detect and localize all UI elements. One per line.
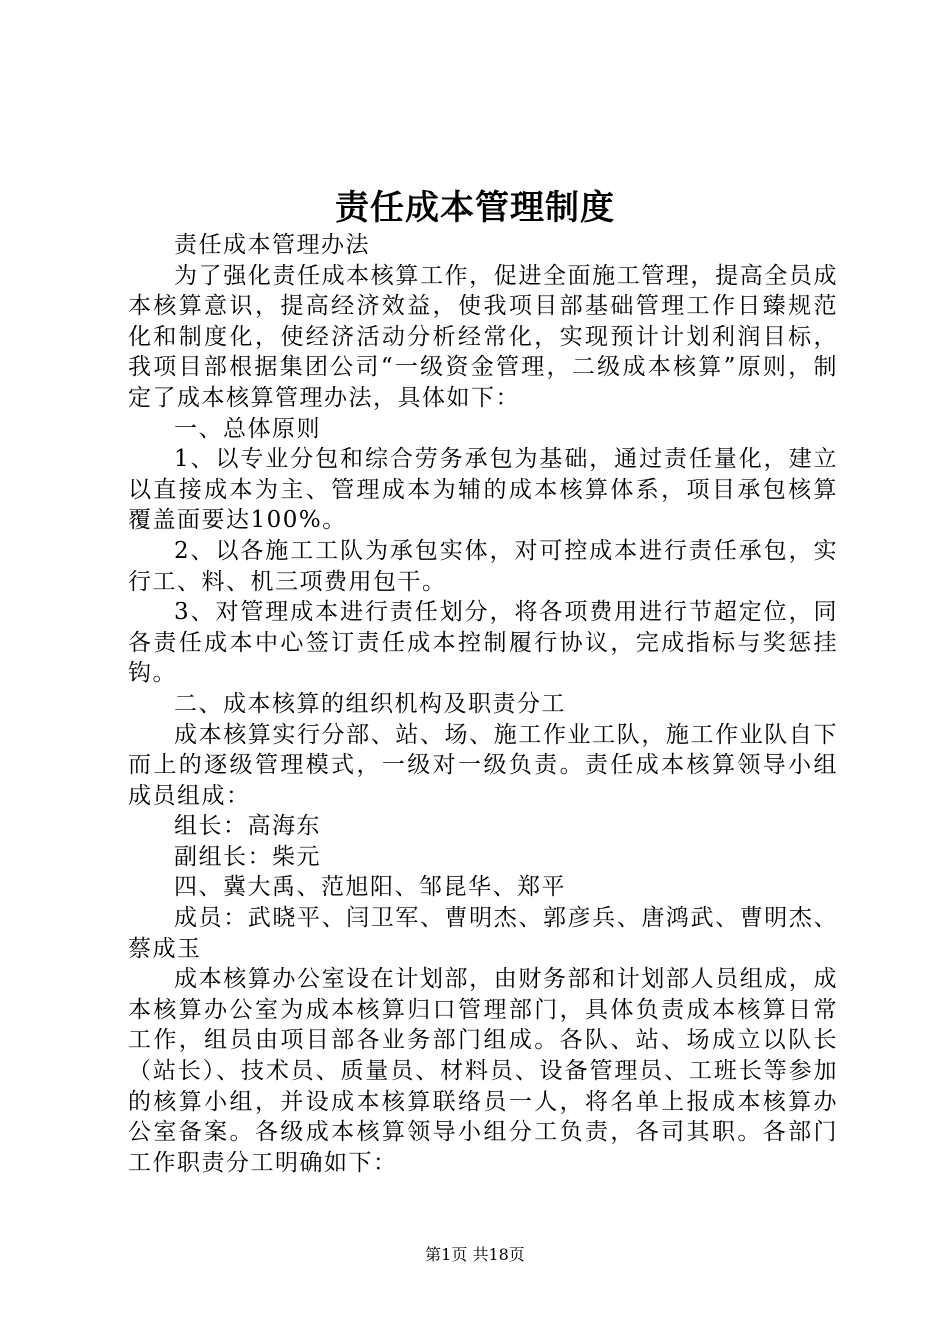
paragraph-principle-1: 1、以专业分包和综合劳务承包为基础，通过责任量化，建立以直接成本为主、管理成本为辅的成本核算体系，项目承包核算覆盖面要达100%。 (128, 446, 838, 534)
document-body (128, 230, 838, 1178)
paragraph-members: 成员：武晓平、闫卫军、曹明杰、郭彦兵、唐鸿武、曹明杰、蔡成玉 (128, 905, 838, 962)
paragraph-deputy-names: 四、冀大禹、范旭阳、邹昆华、郑平 (174, 874, 566, 901)
paragraph-principle-3: 3、对管理成本进行责任划分，将各项费用进行节超定位，同各责任成本中心签订责任成本控制履行协议，完成指标与奖惩挂钩。 (128, 599, 838, 687)
document-title: 责任成本管理制度 (335, 188, 615, 228)
paragraph-deputy-leader: 副组长：柴元 (174, 843, 321, 870)
paragraph-principle-2: 2、以各施工工队为承包实体，对可控成本进行责任承包，实行工、料、机三项费用包干。 (128, 537, 838, 595)
paragraph-intro: 为了强化责任成本核算工作，促进全面施工管理，提高全员成本核算意识，提高经济效益，使我项目部基础管理工作日臻规范化和制度化，使经济活动分析经常化，实现预计计划利润目标，我项目部根据集团公司“一级资金管理，二级成本核算”原则，制定了成本核算管理办法，具体如下： (128, 262, 838, 411)
section-heading-general-principles: 一、总体原则 (174, 415, 321, 442)
section-heading-organization: 二、成本核算的组织机构及职责分工 (174, 690, 566, 717)
page-number-footer: 第1页 共18页 (425, 1245, 525, 1264)
paragraph-subtitle: 责任成本管理办法 (174, 232, 370, 258)
paragraph-organization: 成本核算实行分部、站、场、施工作业工队，施工作业队自下而上的逐级管理模式，一级对一级负责。责任成本核算领导小组成员组成： (128, 721, 838, 809)
paragraph-office: 成本核算办公室设在计划部，由财务部和计划部人员组成，成本核算办公室为成本核算归口管理部门，具体负责成本核算日常工作，组员由项目部各业务部门组成。各队、站、场成立以队长（站长）、技术员、质量员、材料员、设备管理员、工班长等参加的核算小组，并设成本核算联络员一人，将名单上报成本核算办公室备案。各级成本核算领导小组分工负责，各司其职。各部门工作职责分工明确如下： (128, 966, 838, 1176)
paragraph-team-leader: 组长：高海东 (174, 813, 321, 840)
